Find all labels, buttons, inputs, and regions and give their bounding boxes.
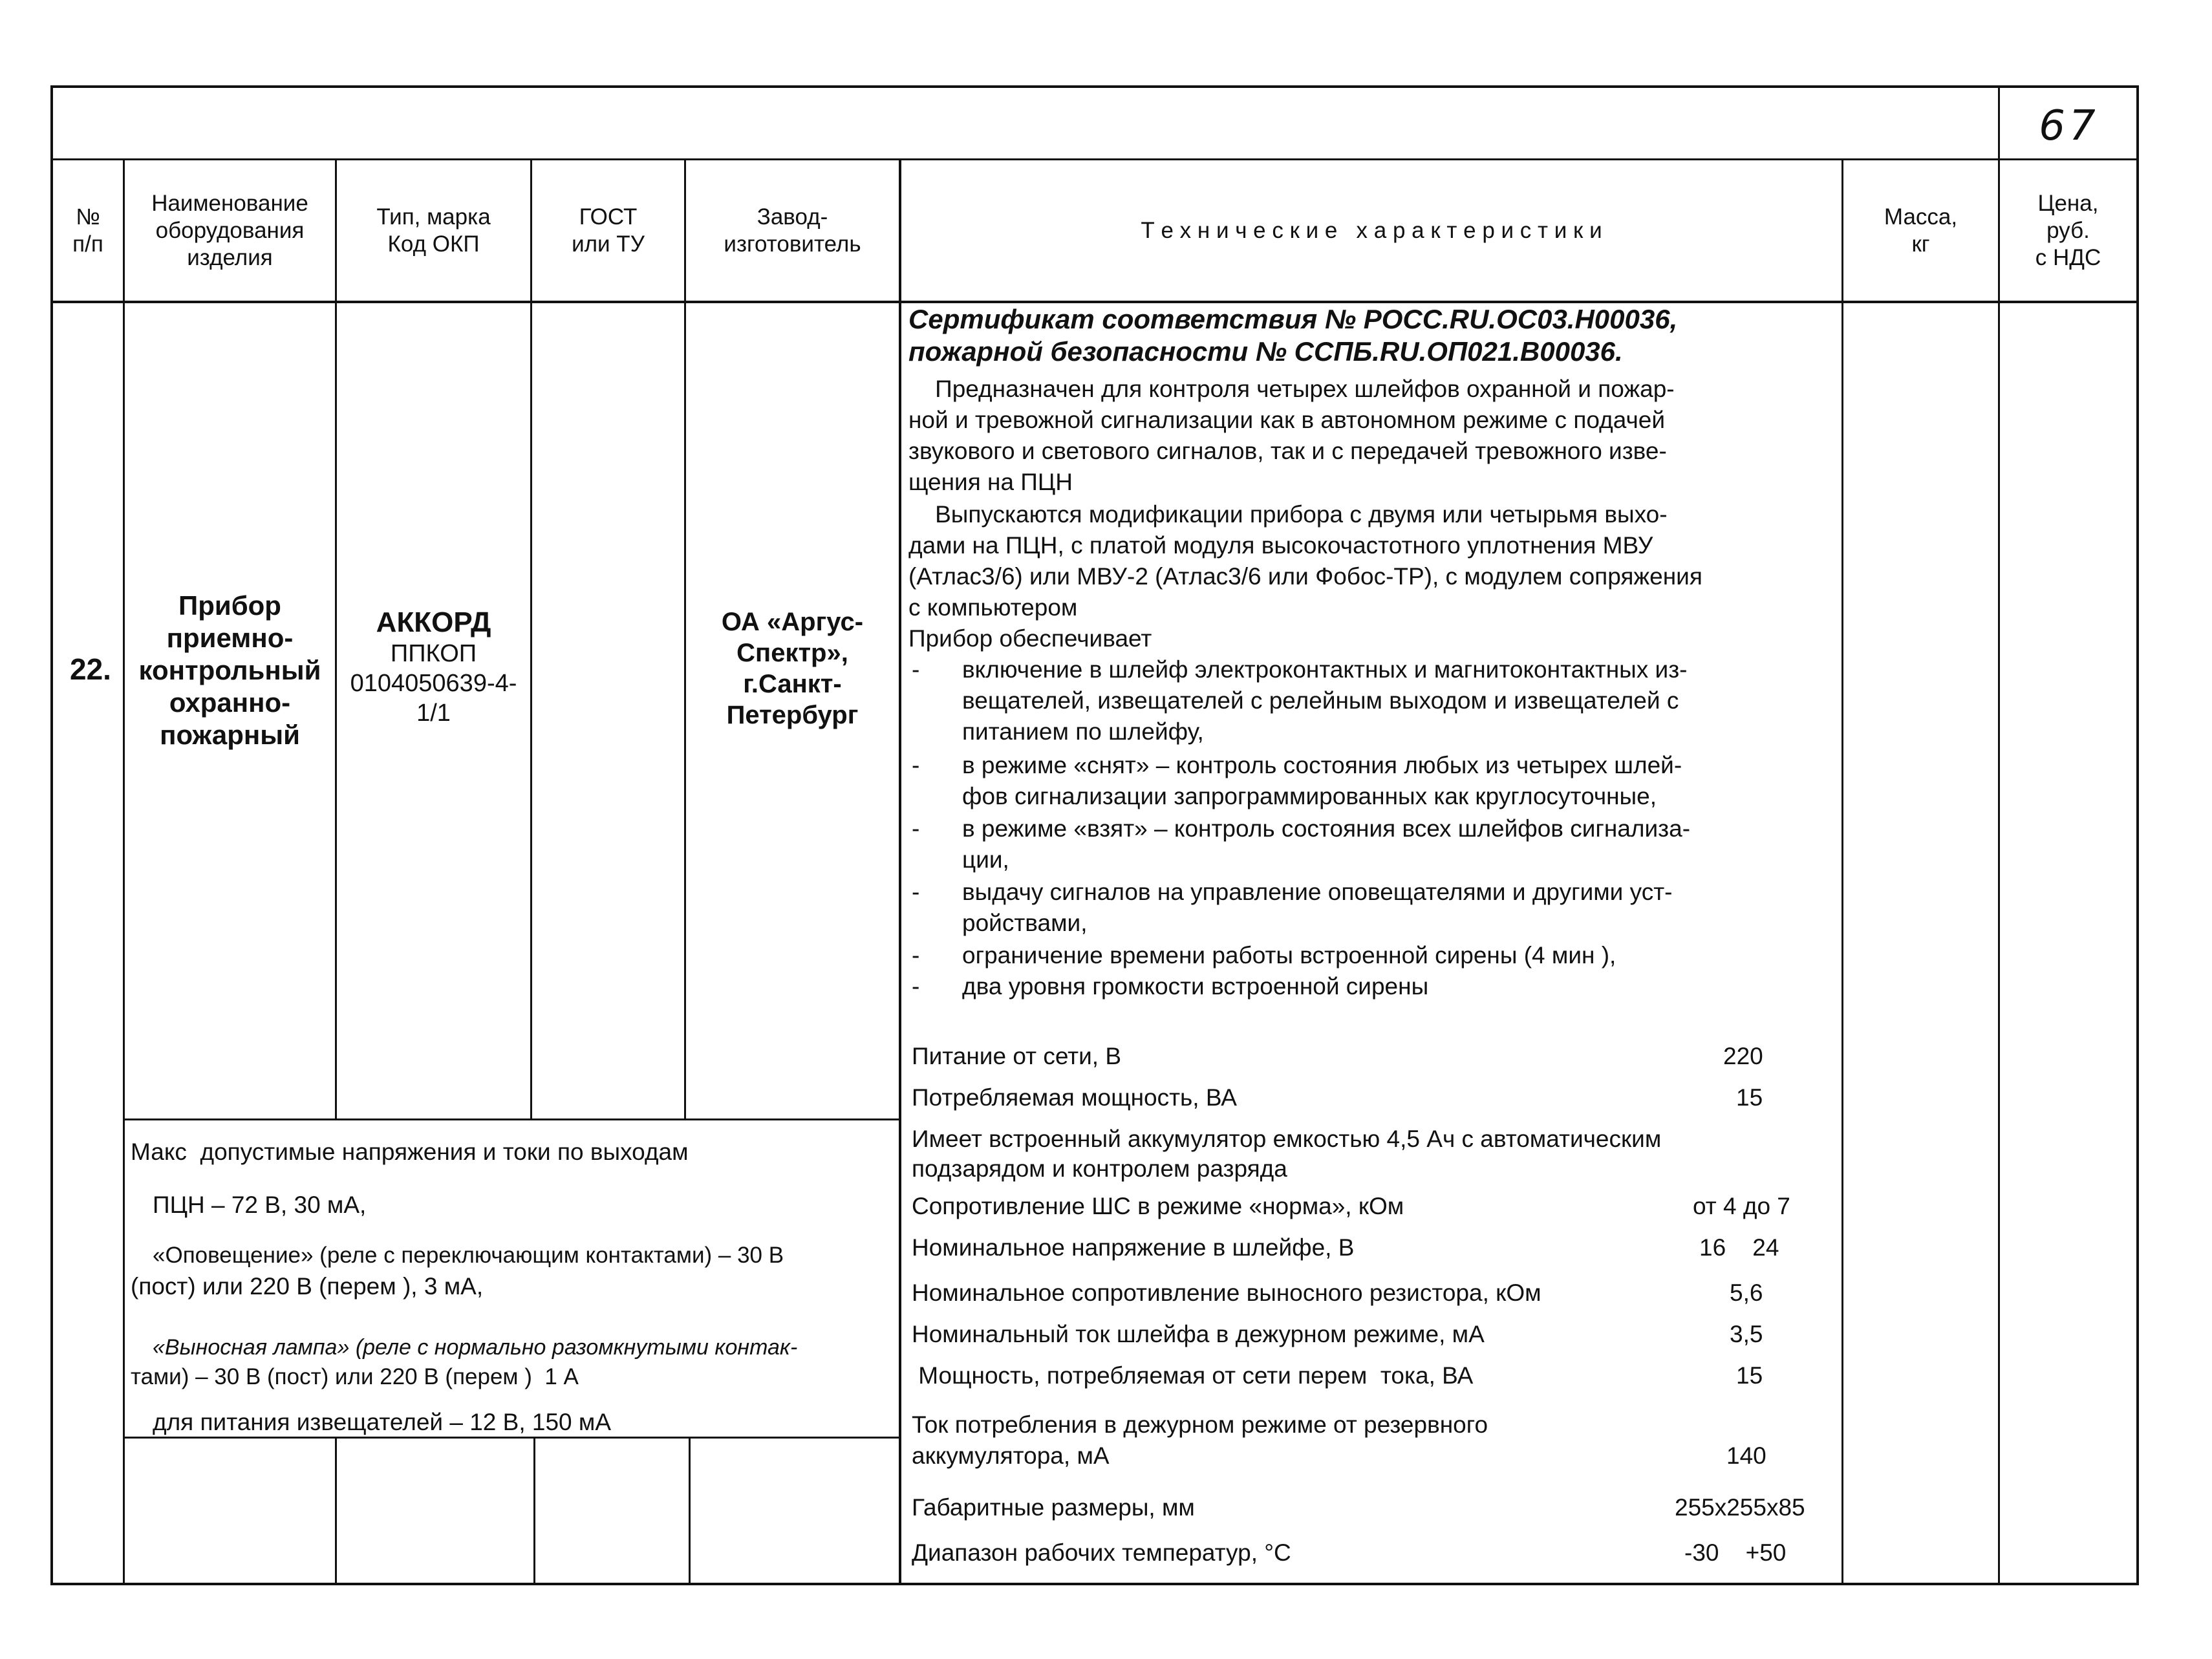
bullet-mark: - [912,973,920,1000]
col-divider-7 [1998,160,2000,1584]
spec-label: Габаритные размеры, мм [912,1494,1195,1521]
spec-value: от 4 до 7 [1693,1193,1790,1219]
spec-label: Номинальный ток шлейфа в дежурном режиме, мА [912,1321,1485,1347]
page-number: 67 [2039,102,2099,150]
outputs-title: Макс допустимые напряжения и токи по выходам [131,1139,689,1165]
header-name: Наименование оборудования изделия [151,190,308,270]
description-line: дами на ПЦН, с платой модуля высокочастотного уплотнения МВУ [908,532,1653,559]
spec-label: Диапазон рабочих температур, °С [912,1539,1291,1566]
spec-label: Ток потребления в дежурном режиме от резервного [912,1411,1488,1438]
header-number: № п/п [72,204,103,257]
spec-value: 3,5 [1730,1321,1763,1347]
bullet-text: в режиме «снят» – контроль состояния любых из четырех шлей- [962,752,1682,778]
description-line: звукового и светового сигналов, так и с передачей тревожного изве- [908,438,1667,464]
bullet-text: ройствами, [962,910,1088,936]
spec-label: аккумулятора, мА [912,1442,1110,1469]
lower-col-divider-2 [335,1437,337,1584]
bullet-text: питанием по шлейфу, [962,718,1204,745]
description-line: щения на ПЦН [908,469,1073,495]
spec-value: 15 [1736,1362,1763,1389]
bullet-mark: - [912,879,920,905]
col-divider-1 [123,160,125,1584]
outputs-alert: (пост) или 220 В (перем ), 3 мА, [131,1273,484,1300]
spec-label: Мощность, потребляемая от сети перем тока, ВА [912,1362,1474,1389]
header-type: Тип, марка Код ОКП [376,204,491,257]
row-number: 22. [70,652,111,686]
header-gost: ГОСТ или ТУ [572,204,645,257]
table-border-bottom [50,1583,2139,1585]
bullet-mark: - [912,656,920,683]
outputs-box-top [123,1118,900,1120]
equipment-name: Прибор приемно- контрольный охранно- пожарный [138,590,321,750]
description-line: с компьютером [908,594,1078,621]
table-border-left [50,85,53,1585]
bullet-text: два уровня громкости встроенной сирены [962,973,1429,1000]
bullet-text: включение в шлейф электроконтактных и магнитоконтактных из- [962,656,1688,683]
spec-value: 15 [1736,1084,1763,1111]
col-divider-6 [1842,160,1843,1584]
type-code: ППКОП 0104050639-4- 1/1 [350,640,517,727]
col-divider-5 [899,160,901,1584]
header-bottom-rule [50,301,2139,303]
description-line: Прибор обеспечивает [908,625,1152,652]
bullet-text: выдачу сигналов на управление оповещателями и другими уст- [962,879,1673,905]
bullet-text: ограничение времени работы встроенной сирены (4 мин ), [962,942,1616,969]
spec-label: Номинальное сопротивление выносного резистора, кОм [912,1279,1541,1306]
bullet-mark: - [912,752,920,778]
table-border-right [2136,85,2139,1585]
outputs-sensors: для питания извещателей – 12 В, 150 мА [153,1409,612,1435]
outputs-lamp: тами) – 30 В (пост) или 220 В (перем ) 1 А [131,1364,579,1389]
header-price: Цена, руб. с НДС [2035,190,2101,270]
spec-value: 16 24 [1699,1234,1779,1261]
spec-label: Потребляемая мощность, ВА [912,1084,1237,1111]
spec-value: 140 [1726,1442,1766,1469]
col-divider-3 [530,160,532,1120]
certificate-line-1: Сертификат соответствия № РОСС.RU.ОС03.Н00036, [908,304,1678,334]
bullet-text: вещателей, извещателей с релейным выходом и извещателей с [962,687,1679,714]
spec-value: 5,6 [1730,1279,1763,1306]
spec-value: 255x255x85 [1675,1494,1805,1521]
lower-col-divider-3 [533,1437,535,1584]
type-cell [337,606,530,728]
type-title: АККОРД [376,606,491,638]
table-border-top [50,85,2139,88]
lower-col-divider-4 [689,1437,691,1584]
outputs-alert: «Оповещение» (реле с переключающим контактами) – 30 В [153,1243,784,1268]
outputs-pcn: ПЦН – 72 В, 30 мА, [153,1192,367,1218]
spec-label: подзарядом и контролем разряда [912,1155,1287,1182]
header-mass: Масса, кг [1884,204,1958,257]
bullet-text: фов сигнализации запрограммированных как круглосуточные, [962,783,1657,809]
certificate-line-2: пожарной безопасности № ССПБ.RU.ОП021.В00036. [908,336,1623,367]
description-line: (Атлас3/6) или МВУ-2 (Атлас3/6 или Фобос-ТР), с модулем сопряжения [908,563,1702,590]
header-maker: Завод- изготовитель [724,204,861,257]
spec-value: -30 +50 [1684,1539,1787,1566]
bullet-text: ции, [962,846,1009,873]
description-line: Выпускаются модификации прибора с двумя или четырьмя выхо- [908,501,1668,528]
description-line: Предназначен для контроля четырех шлейфов охранной и пожар- [908,376,1675,402]
spec-label: Питание от сети, В [912,1043,1122,1069]
bullet-text: в режиме «взят» – контроль состояния всех шлейфов сигнализа- [962,815,1691,842]
bullet-mark: - [912,815,920,842]
header-tech: Т е х н и ч е с к и е х а р а к т е р и с т и к и [1141,217,1602,243]
description-line: ной и тревожной сигнализации как в автономном режиме с подачей [908,407,1665,433]
manufacturer: ОА «Аргус- Спектр», г.Санкт- Петербург [721,608,864,729]
spec-value: 220 [1723,1043,1763,1069]
spec-label: Номинальное напряжение в шлейфе, В [912,1234,1355,1261]
bullet-mark: - [912,942,920,969]
outputs-lamp: «Выносная лампа» (реле с нормально разомкнутыми контак- [153,1335,798,1360]
page-number-divider [1998,85,2000,160]
spec-label: Сопротивление ШС в режиме «норма», кОм [912,1193,1404,1219]
spec-label: Имеет встроенный аккумулятор емкостью 4,5 Ач с автоматическим [912,1126,1662,1152]
